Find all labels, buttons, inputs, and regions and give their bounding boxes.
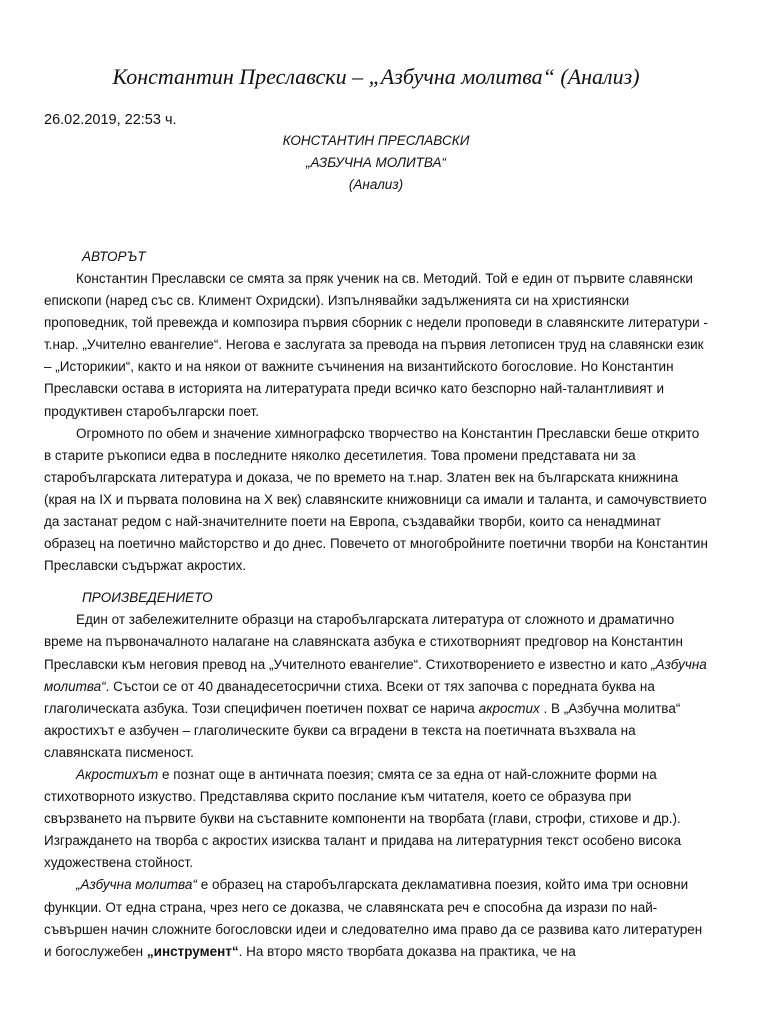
work-p3-text-a: е образец на старобългарската декламативна поезия, който има три основни функции. От една страна, чрез него се доказва, че славянската реч е способна да изрази по най-съвършен начин сложните богословски идеи и следователно има право да се развива като литературен и богослужебен (44, 877, 703, 959)
work-p3-emphasis: „Азбучна молитва“ (76, 877, 197, 893)
heading-author: КОНСТАНТИН ПРЕСЛАВСКИ (282, 133, 470, 148)
section-heading-author: АВТОРЪТ (82, 249, 146, 264)
work-p1-emphasis-title: „Азбучна молитва“ (44, 656, 707, 694)
work-p1-emphasis-acrostic: акростих (478, 700, 540, 716)
work-p1-text-b: . Състои се от 40 дванадесетосрични стиха. Всеки от тях започва с поредната буква на глаголическата азбука. Този специфичен поетичен похват се нарича (44, 678, 655, 716)
work-p3-text-b: . На второ място творбата доказва на практика, че на (238, 943, 576, 959)
work-p2-text: е познат още в античната поезия; смята се за една от най-сложните форми на стихотворното изкуство. Представлява скрито послание към читателя, което се образува при свързването на първите букви на съставните компоненти на творбата (глави, строфи, стихове и др.). Изграждането на творба с акростих изисква талант и придава на литературния текст особено висока художествена стойност. (44, 766, 682, 871)
work-p1-text-c: . В „Азбучна молитва“ акростихът е азбучен – глаголическите букви са вградени в текста на поетичната възхвала на славянската писменост. (44, 700, 681, 760)
work-paragraph-1 (44, 609, 708, 764)
work-p2-emphasis: Акростихът (76, 766, 159, 782)
author-paragraph-1: Константин Преславски се смята за пряк ученик на св. Методий. Той е един от първите славянски епископи (наред със св. Климент Охридски). Изпълнявайки задълженията си на християнски проповедник, той превежда и композира първия сборник с недели проповеди в славянските литератури - т.нар. „Учително евангелие“. Негова е заслугата за превода на първия летописен труд на славянски език – „Историкии“, както и на някои от важните съчинения на византийското богословие. Но Константин Преславски остава в историята на литературата преди всичко като безспорно най-талантливият и продуктивен старобългарски поет. (44, 271, 708, 419)
page-title: Константин Преславски – „Азбучна молитва“ (Анализ) (112, 64, 640, 89)
work-p3-strong: „инструмент“ (146, 943, 239, 959)
work-paragraph-3 (44, 874, 708, 962)
author-paragraph-2: Огромното по обем и значение химнографско творчество на Константин Преславски беше открито в старите ръкописи едва в последните няколко десетилетия. Това промени представата ни за старобългарската литература и доказа, че по времето на т.нар. Златен век на българската книжнина (края на IX и първата половина на X век) славянските книжовници са имали и таланта, и самочувствието да застанат редом с най-значителните поети на Европа, създавайки творби, които са ненадминат образец на поетично майсторство и до днес. Повечето от многобройните поетични творби на Константин Преславски съдържат акростих. (44, 425, 708, 574)
section-heading-work: ПРОИЗВЕДЕНИЕТО (82, 590, 213, 606)
heading-type: (Анализ) (348, 177, 404, 192)
work-p1-text-a: Един от забележителните образци на старобългарската литература от сложното и драматично време на първоначалното налагане на славянската азбука е стихотворният предговор на Константин Преславски към неговия превод на „Учителното евангелие“. Стихотворението е известно и като (44, 612, 683, 672)
work-paragraph-2 (44, 764, 708, 874)
heading-work: „АЗБУЧНА МОЛИТВА“ (306, 155, 446, 170)
publish-date: 26.02.2019, 22:53 ч. (44, 112, 177, 128)
